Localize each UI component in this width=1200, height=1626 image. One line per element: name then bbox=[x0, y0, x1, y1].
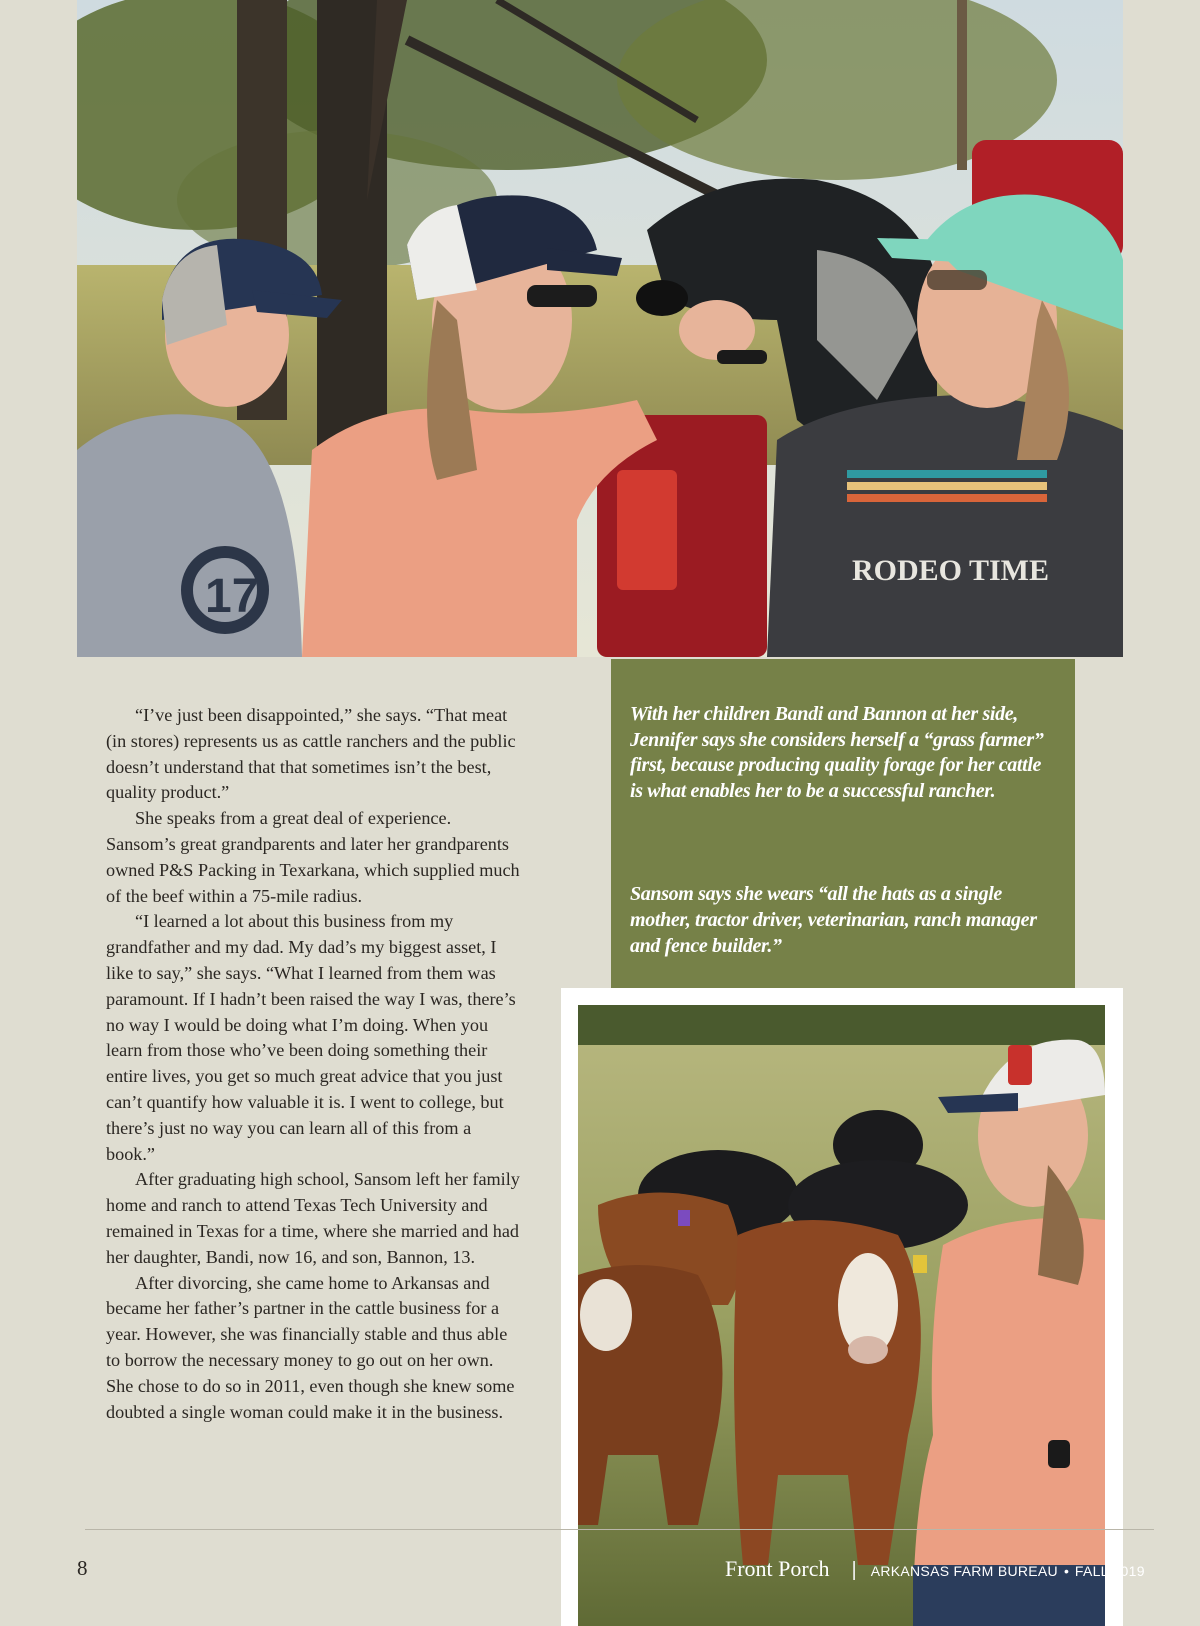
inset-photo bbox=[578, 1005, 1105, 1626]
inset-photo-frame bbox=[561, 988, 1123, 1626]
footer-bullet: • bbox=[1063, 1563, 1069, 1579]
article-paragraph: “I’ve just been disappointed,” she says. “That meat (in stores) represents us as cattle ranchers and the public doesn’t understand that that sometimes isn’t the best, quality product.” bbox=[106, 705, 516, 803]
page-number: 8 bbox=[77, 1556, 88, 1580]
article-paragraph: After graduating high school, Sansom left her family home and ranch to attend Texas Tech University and remained in Texas for a time, where she married and had her daughter, Bandi, now 16, and son, Bannon, 13. bbox=[106, 1169, 520, 1267]
footer-separator: | bbox=[851, 1559, 857, 1581]
photo-caption-box bbox=[611, 659, 1075, 989]
footer-masthead bbox=[725, 1556, 1145, 1582]
photo-caption-2: Sansom says she wears “all the hats as a single mother, tractor driver, veterinarian, ranch manager and fence builder.” bbox=[630, 883, 1037, 957]
article-paragraph: She speaks from a great deal of experience. Sansom’s great grandparents and later her grandparents owned P&S Packing in Texarkana, which supplied much of the beef within a 75-mile radius. bbox=[106, 808, 520, 906]
article-body bbox=[106, 703, 524, 1425]
inset-photo-illustration bbox=[578, 1005, 1105, 1626]
organization-name: ARKANSAS FARM BUREAU bbox=[870, 1563, 1058, 1579]
issue-label: FALL 2019 bbox=[1074, 1563, 1145, 1579]
shirt-text: RODEO TIME bbox=[852, 554, 1049, 587]
hoodie-number-text: 17 bbox=[205, 570, 259, 623]
hero-photo bbox=[77, 0, 1123, 657]
article-paragraph: “I learned a lot about this business from my grandfather and my dad. My dad’s my biggest asset, I like to say,” she says. “What I learned from them was paramount. If I hadn’t been raised the way I was, there’s no way I would be doing what I’m doing. When you learn from those who’ve been doing something their entire lives, you get so much great advice that you just can’t quantify how valuable it is. I went to college, but there’s just no way you can learn all of this from a book.” bbox=[106, 911, 516, 1164]
publication-name: Front Porch bbox=[725, 1556, 830, 1581]
hero-photo-illustration bbox=[77, 0, 1123, 657]
article-paragraph: After divorcing, she came home to Arkansas and became her father’s partner in the cattle business for a year. However, she was financially stable and thus able to borrow the necessary money to go out on her own. She chose to do so in 2011, even though she knew some doubted a single woman could make it in the business. bbox=[106, 1272, 515, 1422]
photo-caption-1: With her children Bandi and Bannon at her side, Jennifer says she considers herself a “grass farmer” first, because producing quality forage for her cattle is what enables her to be a successful rancher. bbox=[630, 703, 1044, 802]
footer-rule bbox=[85, 1529, 1154, 1530]
